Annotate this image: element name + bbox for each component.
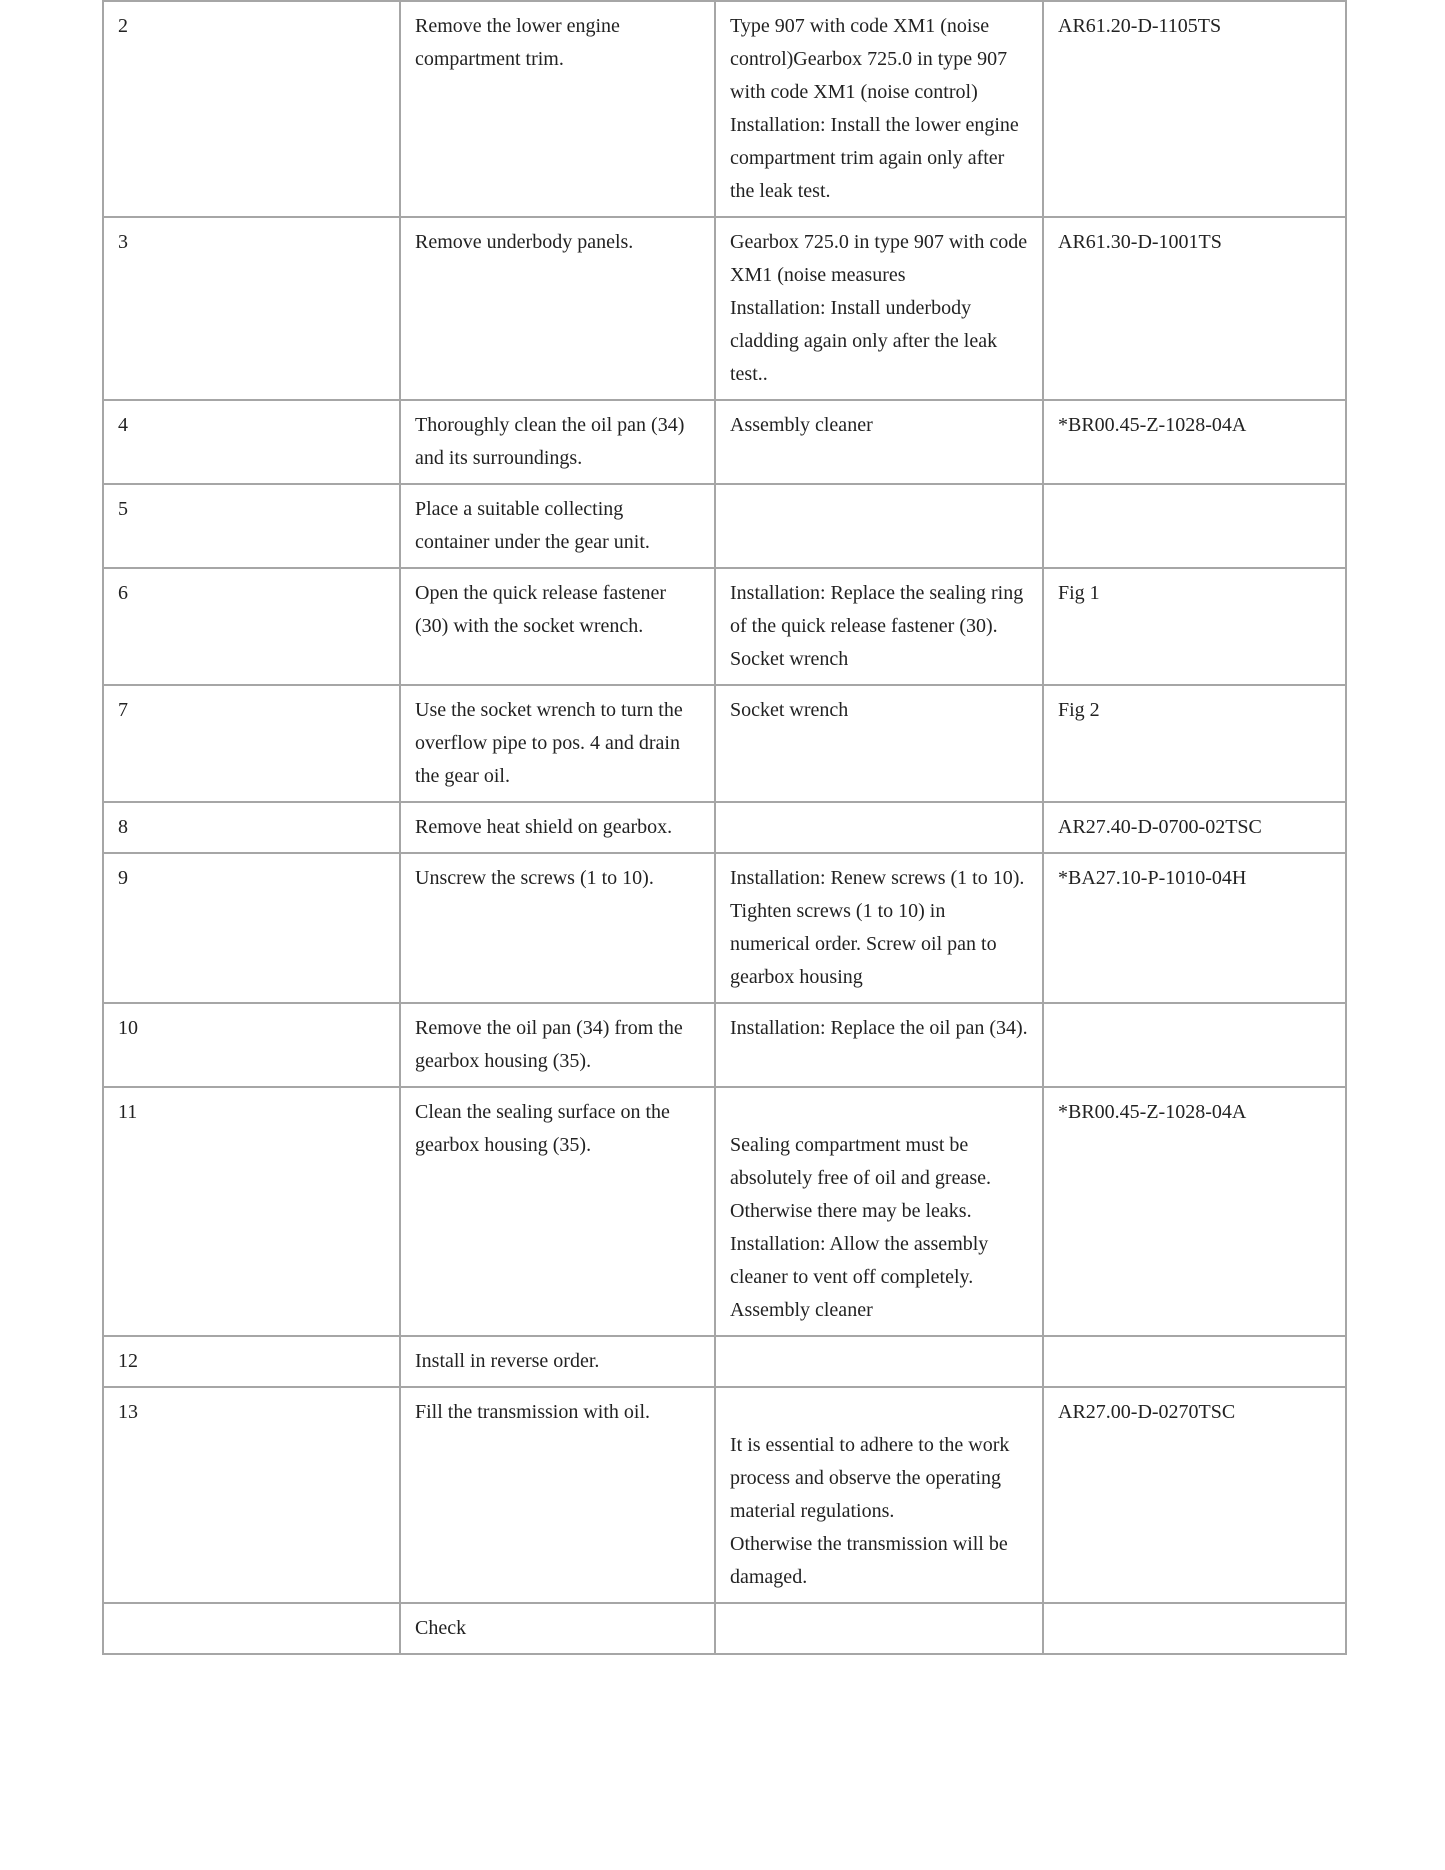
step-number-cell <box>103 1 400 217</box>
notes-text: It is essential to adhere to the work process and observe the operating material regulations. Otherwise the transmission will be damaged. <box>730 1434 1010 1588</box>
action-cell <box>400 1 715 217</box>
notes-text: Socket wrench <box>730 699 849 721</box>
action-cell <box>400 1003 715 1087</box>
table-row <box>103 1 1346 217</box>
step-number-text: 7 <box>118 699 128 721</box>
action-text: Remove the oil pan (34) from the gearbox housing (35). <box>415 1017 683 1072</box>
action-cell <box>400 685 715 802</box>
step-number-cell <box>103 1087 400 1336</box>
step-number-text: 4 <box>118 414 128 436</box>
action-text: Remove the lower engine compartment trim. <box>415 15 620 70</box>
action-cell <box>400 568 715 685</box>
notes-cell <box>715 400 1043 484</box>
notes-text: Installation: Replace the oil pan (34). <box>730 1017 1028 1039</box>
notes-cell <box>715 1087 1043 1336</box>
reference-cell <box>1043 568 1346 685</box>
step-number-text: 2 <box>118 15 128 37</box>
notes-cell <box>715 802 1043 853</box>
table-row <box>103 400 1346 484</box>
step-number-text: 11 <box>118 1101 138 1123</box>
step-number-text: 9 <box>118 867 128 889</box>
reference-cell <box>1043 853 1346 1003</box>
reference-cell <box>1043 1 1346 217</box>
table-row <box>103 1087 1346 1336</box>
reference-text: AR61.30-D-1001TS <box>1058 231 1222 253</box>
action-cell <box>400 853 715 1003</box>
notes-cell <box>715 1387 1043 1603</box>
table-row <box>103 685 1346 802</box>
step-number-cell <box>103 400 400 484</box>
notes-text: Assembly cleaner <box>730 414 873 436</box>
reference-cell <box>1043 1603 1346 1654</box>
table-row <box>103 1387 1346 1603</box>
notes-cell <box>715 1603 1043 1654</box>
action-text: Place a suitable collecting container under the gear unit. <box>415 498 650 553</box>
action-text: Check <box>415 1617 467 1639</box>
action-text: Clean the sealing surface on the gearbox housing (35). <box>415 1101 670 1156</box>
action-cell <box>400 484 715 568</box>
notes-text: Type 907 with code XM1 (noise control)Gearbox 725.0 in type 907 with code XM1 (noise control) Installation: Install the lower engine compartment trim again only after the leak test. <box>730 15 1019 202</box>
reference-cell <box>1043 1003 1346 1087</box>
step-number-cell <box>103 802 400 853</box>
reference-text: AR61.20-D-1105TS <box>1058 15 1222 37</box>
table-row <box>103 484 1346 568</box>
step-number-cell <box>103 1003 400 1087</box>
step-number-cell <box>103 217 400 400</box>
reference-cell <box>1043 1336 1346 1387</box>
reference-cell <box>1043 484 1346 568</box>
step-number-cell <box>103 853 400 1003</box>
notes-cell <box>715 1336 1043 1387</box>
notes-text: Gearbox 725.0 in type 907 with code XM1 (noise measures Installation: Install underbody cladding again only after the leak test.. <box>730 231 1028 385</box>
table-row <box>103 853 1346 1003</box>
action-cell <box>400 217 715 400</box>
action-cell <box>400 1087 715 1336</box>
action-cell <box>400 802 715 853</box>
table-row <box>103 1603 1346 1654</box>
reference-text: *BA27.10-P-1010-04H <box>1058 867 1247 889</box>
reference-text: *BR00.45-Z-1028-04A <box>1058 414 1247 436</box>
step-number-cell <box>103 484 400 568</box>
action-text: Remove underbody panels. <box>415 231 634 253</box>
reference-cell <box>1043 1387 1346 1603</box>
reference-cell <box>1043 1087 1346 1336</box>
procedure-table <box>102 0 1347 1655</box>
reference-text: *BR00.45-Z-1028-04A <box>1058 1101 1247 1123</box>
step-number-text: 8 <box>118 816 128 838</box>
reference-text: AR27.40-D-0700-02TSC <box>1058 816 1262 838</box>
reference-cell <box>1043 400 1346 484</box>
action-cell <box>400 1387 715 1603</box>
step-number-cell <box>103 1603 400 1654</box>
reference-text: AR27.00-D-0270TSC <box>1058 1401 1236 1423</box>
action-text: Fill the transmission with oil. <box>415 1401 651 1423</box>
table-row <box>103 802 1346 853</box>
action-text: Unscrew the screws (1 to 10). <box>415 867 654 889</box>
notes-cell <box>715 1 1043 217</box>
reference-cell <box>1043 802 1346 853</box>
step-number-text: 10 <box>118 1017 138 1039</box>
reference-text: Fig 2 <box>1058 699 1100 721</box>
notes-text: Sealing compartment must be absolutely free of oil and grease. Otherwise there may be leaks. Installation: Allow the assembly cleaner to vent off completely. Assembly cleaner <box>730 1134 992 1321</box>
action-cell <box>400 1336 715 1387</box>
reference-cell <box>1043 217 1346 400</box>
step-number-text: 13 <box>118 1401 138 1423</box>
table-row <box>103 568 1346 685</box>
notes-spacer <box>730 1396 1028 1429</box>
notes-cell <box>715 484 1043 568</box>
notes-cell <box>715 685 1043 802</box>
action-text: Remove heat shield on gearbox. <box>415 816 673 838</box>
action-text: Use the socket wrench to turn the overflow pipe to pos. 4 and drain the gear oil. <box>415 699 683 787</box>
reference-cell <box>1043 685 1346 802</box>
notes-text: Installation: Renew screws (1 to 10). Tighten screws (1 to 10) in numerical order. Screw oil pan to gearbox housing <box>730 867 1025 988</box>
notes-cell <box>715 568 1043 685</box>
step-number-text: 6 <box>118 582 128 604</box>
step-number-cell <box>103 568 400 685</box>
reference-text: Fig 1 <box>1058 582 1100 604</box>
notes-cell <box>715 1003 1043 1087</box>
action-text: Install in reverse order. <box>415 1350 600 1372</box>
table-row <box>103 1336 1346 1387</box>
action-cell <box>400 1603 715 1654</box>
action-text: Open the quick release fastener (30) with the socket wrench. <box>415 582 666 637</box>
table-row <box>103 217 1346 400</box>
step-number-cell <box>103 1387 400 1603</box>
step-number-text: 12 <box>118 1350 138 1372</box>
notes-spacer <box>730 1096 1028 1129</box>
action-cell <box>400 400 715 484</box>
table-row <box>103 1003 1346 1087</box>
action-text: Thoroughly clean the oil pan (34) and its surroundings. <box>415 414 685 469</box>
step-number-cell <box>103 1336 400 1387</box>
notes-cell <box>715 217 1043 400</box>
step-number-text: 3 <box>118 231 128 253</box>
notes-text: Installation: Replace the sealing ring of the quick release fastener (30). Socket wrench <box>730 582 1024 670</box>
notes-cell <box>715 853 1043 1003</box>
step-number-cell <box>103 685 400 802</box>
procedure-table-body <box>103 1 1346 1654</box>
step-number-text: 5 <box>118 498 128 520</box>
